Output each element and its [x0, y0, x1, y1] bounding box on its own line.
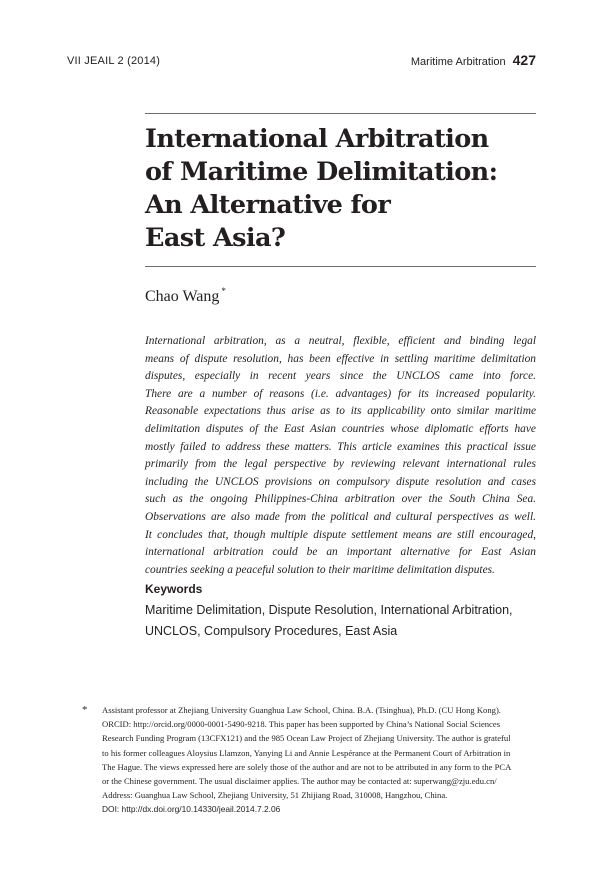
title-top-rule	[145, 113, 536, 114]
running-head-section: Maritime Arbitration	[410, 56, 506, 68]
abstract-line: including the UNCLOS provisions on compulsory dispute resolution and cases	[145, 475, 536, 488]
author-name: Chao Wang	[145, 288, 220, 305]
footnote-mark: *	[82, 704, 88, 716]
abstract-line: International arbitration, as a neutral, flexible, efficient and binding legal	[145, 335, 536, 347]
footnote-line: to his former colleagues Aloysius Llamzon, Yanying Li and Annie Lespérance at the Permanent Court of Arbitration in	[102, 747, 511, 758]
doi-link[interactable]: DOI: http://dx.doi.org/10.14330/jeail.2014.7.2.06	[102, 804, 281, 815]
title-line: International Arbitration	[145, 124, 489, 154]
abstract-line: countries seeking a peaceful solution to their maritime delimitation disputes.	[145, 563, 495, 576]
footnote-line: Address: Guanghua Law School, Zhejiang University, 51 Zhijiang Road, 310008, Hangzhou, China.	[102, 790, 448, 801]
running-head-right	[411, 52, 536, 68]
author-byline	[145, 288, 226, 306]
footnote-line: Research Funding Program (13CFX121) and the 985 Ocean Law Project of Zhejiang University. The author is grateful	[102, 733, 511, 744]
footnote-line: ORCID: http://orcid.org/0000-0001-5490-9218. This paper has been supported by China’s National Social Sciences	[102, 719, 501, 730]
abstract-line: primarily from the legal perspective by reviewing relevant international rules	[145, 458, 536, 471]
running-head-journal: VII JEAIL 2 (2014)	[67, 55, 161, 67]
keywords-list	[145, 600, 536, 642]
abstract-line: such as the ongoing Philippines-China arbitration over the South China Sea.	[145, 493, 536, 506]
title-line: of Maritime Delimitation:	[145, 157, 498, 187]
title-line: East Asia?	[145, 223, 286, 253]
author-footnote-mark[interactable]: *	[221, 286, 226, 296]
footnote-line: or the Chinese government. The usual disclaimer applies. The author may be contacted at: superwang@zju.edu.cn/	[102, 776, 497, 787]
article-title	[145, 123, 536, 255]
abstract-line: means of dispute resolution, has been effective in settling maritime delimitation	[145, 352, 536, 365]
abstract-line: Reasonable expectations thus arise as to its applicability onto similar maritime	[145, 405, 536, 418]
abstract-line: There are a number of reasons (i.e. advantages) for its increased popularity.	[145, 387, 536, 400]
abstract-line: Observations are also made from the political and cultural perspectives as well.	[145, 510, 536, 523]
footnote-line: The Hague. The views expressed here are solely those of the author and are not to be attributed in any form to the PCA	[102, 761, 512, 772]
keywords-line: Maritime Delimitation, Dispute Resolution, International Arbitration,	[145, 603, 513, 617]
title-bottom-rule	[145, 266, 536, 267]
footnote	[102, 703, 536, 817]
abstract	[145, 333, 536, 579]
abstract-line: delimitation disputes of the East Asian countries whose diplomatic efforts have	[145, 422, 536, 435]
title-line: An Alternative for	[145, 190, 391, 220]
page-number: 427	[512, 52, 536, 68]
abstract-line: international arbitration could be an important alternative for East Asian	[145, 546, 536, 559]
abstract-line: mostly failed to address these matters. This article examines this practical issue	[145, 440, 536, 453]
footnote-line: Assistant professor at Zhejiang University Guanghua Law School, China. B.A. (Tsinghua), Ph.D. (CU Hong Kong).	[102, 705, 501, 715]
keywords-heading: Keywords	[145, 582, 203, 596]
abstract-line: It concludes that, though multiple dispute settlement means are still encouraged,	[145, 528, 536, 541]
keywords-line: UNCLOS, Compulsory Procedures, East Asia	[145, 624, 398, 638]
abstract-line: disputes, especially in recent years since the UNCLOS came into force.	[145, 370, 536, 383]
